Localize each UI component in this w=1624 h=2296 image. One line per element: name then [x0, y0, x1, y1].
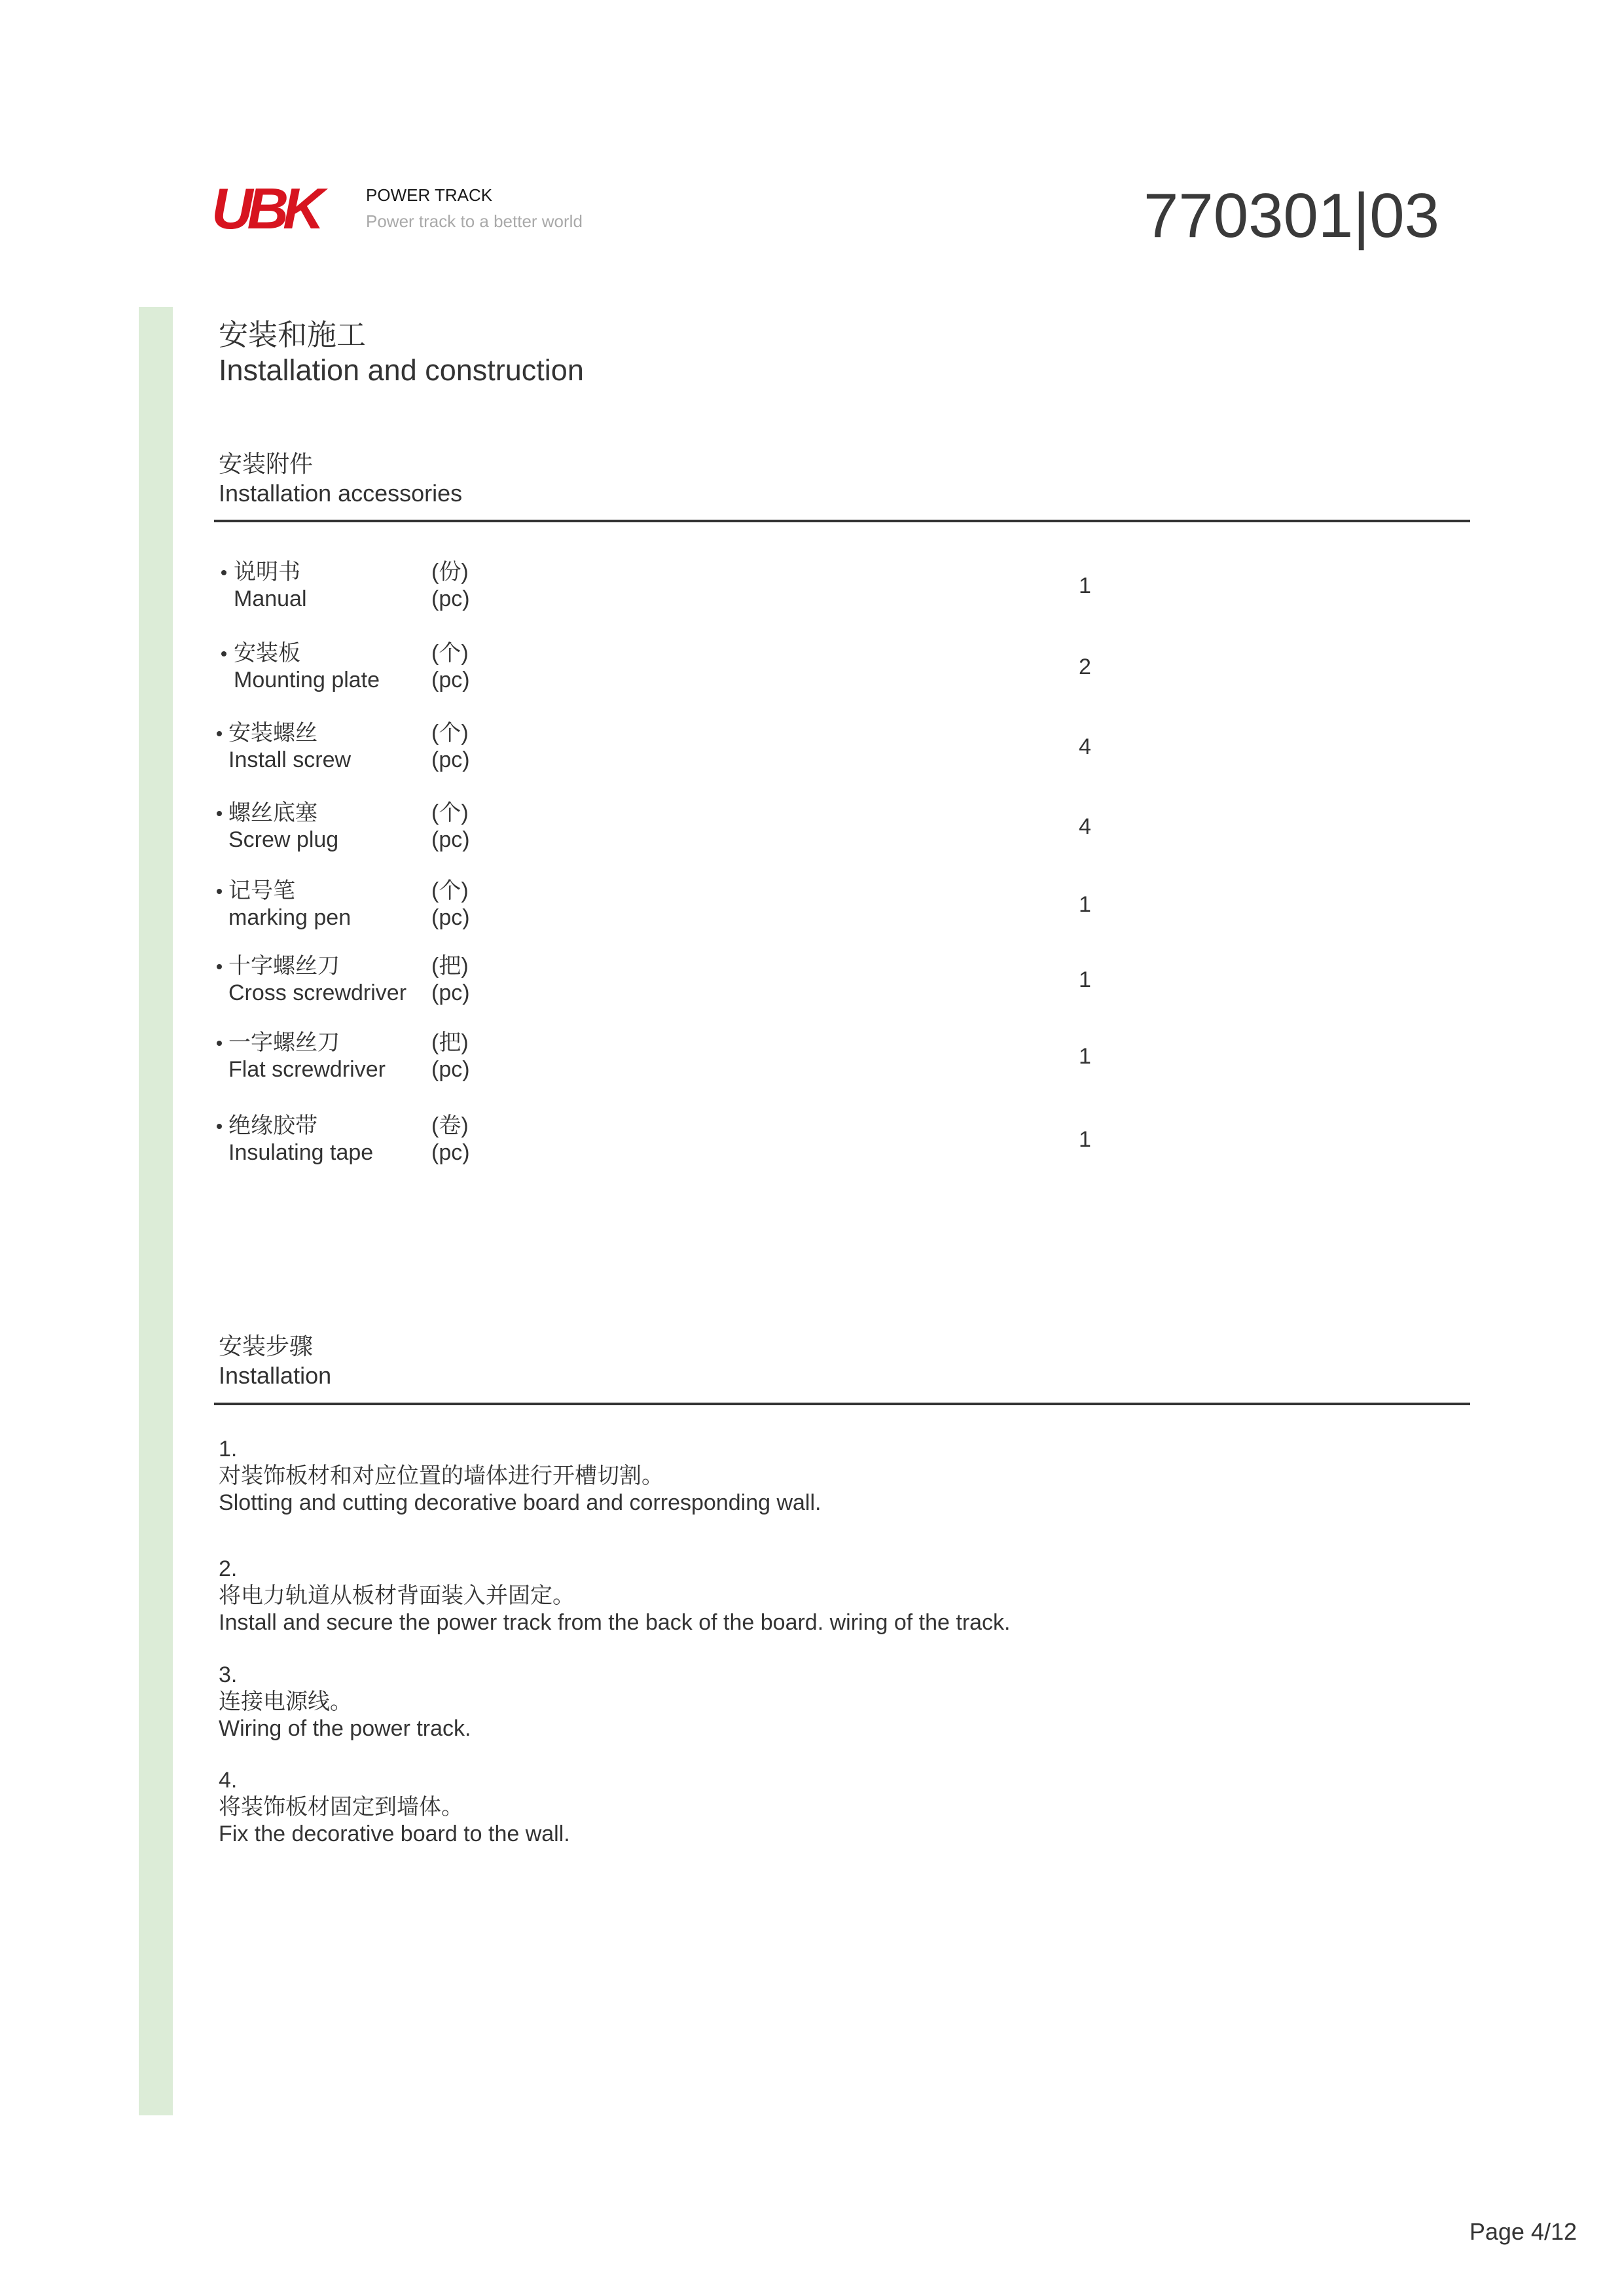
item-unit-cn: (个) [431, 641, 469, 666]
item-name [228, 953, 406, 1007]
item-quantity: 1 [1079, 892, 1091, 917]
item-name-en: Insulating tape [228, 1140, 374, 1165]
item-unit-cn: (份) [431, 560, 469, 584]
bullet-dot [217, 1124, 222, 1129]
step-text-cn: 连接电源线。 [219, 1689, 352, 1714]
item-unit-en: (pc) [431, 1057, 470, 1082]
item-unit-cn: (把) [431, 954, 469, 978]
section-title [219, 317, 584, 388]
item-name-en: Flat screwdriver [228, 1057, 386, 1082]
bullet-dot [221, 570, 226, 575]
item-name-cn: 安装板 [234, 641, 300, 666]
item-quantity: 1 [1079, 1044, 1091, 1069]
item-unit [431, 1113, 470, 1166]
step-text-cn: 将装饰板材固定到墙体。 [219, 1795, 463, 1820]
item-unit-en: (pc) [431, 827, 470, 852]
item-quantity: 1 [1079, 573, 1091, 598]
brand-tagline: Power track to a better world [366, 211, 583, 231]
section-title-cn: 安装和施工 [219, 318, 367, 351]
accessory-item-install-screw [0, 720, 1624, 774]
item-name-cn: 说明书 [234, 560, 300, 584]
accessories-title-cn: 安装附件 [219, 450, 314, 477]
step-text-cn: 对装饰板材和对应位置的墙体进行开槽切割。 [219, 1463, 664, 1488]
accessory-item-flat-screwdriver [0, 1030, 1624, 1083]
item-name [228, 1030, 386, 1083]
item-unit-en: (pc) [431, 747, 470, 772]
bullet-dot [217, 964, 222, 969]
item-name-cn: 安装螺丝 [228, 721, 317, 745]
bullet-dot [217, 731, 222, 736]
item-quantity: 1 [1079, 1127, 1091, 1152]
item-unit-cn: (个) [431, 878, 469, 903]
accessories-divider [214, 520, 1470, 522]
step-text-en: Wiring of the power track. [219, 1716, 471, 1741]
brand-title: POWER TRACK [366, 185, 493, 205]
item-unit [431, 640, 470, 694]
bullet-dot [221, 651, 226, 656]
item-name-en: Manual [234, 586, 307, 611]
installation-title-cn: 安装步骤 [219, 1333, 314, 1359]
item-name-en: Mounting plate [234, 668, 380, 692]
accessories-title-en: Installation accessories [219, 480, 463, 507]
accessory-item-insulating-tape [0, 1113, 1624, 1166]
installation-title-en: Installation [219, 1362, 332, 1389]
item-quantity: 4 [1079, 734, 1091, 759]
item-unit-en: (pc) [431, 668, 470, 692]
installation-step-3 [219, 1662, 471, 1742]
item-unit-cn: (卷) [431, 1113, 469, 1138]
accessory-item-screw-plug [0, 800, 1624, 853]
item-quantity: 2 [1079, 655, 1091, 679]
item-unit-en: (pc) [431, 586, 470, 611]
installation-step-2 [219, 1556, 1011, 1636]
item-unit [431, 720, 470, 774]
accessory-item-mounting-plate [0, 640, 1624, 694]
item-name [228, 800, 338, 853]
item-name [228, 878, 351, 931]
page-number: Page 4/12 [1469, 2218, 1577, 2245]
item-name-cn: 绝缘胶带 [228, 1113, 317, 1138]
accessory-item-cross-screwdriver [0, 953, 1624, 1007]
accessory-item-manual [0, 559, 1624, 613]
item-unit [431, 559, 470, 613]
item-name-cn: 记号笔 [228, 878, 295, 903]
step-text-en: Slotting and cutting decorative board and corresponding wall. [219, 1490, 821, 1515]
bullet-dot [217, 811, 222, 816]
installation-step-4 [219, 1767, 570, 1848]
item-name-cn: 一字螺丝刀 [228, 1030, 340, 1055]
item-quantity: 4 [1079, 814, 1091, 839]
installation-divider [214, 1403, 1470, 1405]
item-name [234, 640, 380, 694]
item-name-en: Cross screwdriver [228, 980, 407, 1005]
item-unit-en: (pc) [431, 980, 470, 1005]
step-text-cn: 将电力轨道从板材背面装入并固定。 [219, 1583, 575, 1608]
item-unit-cn: (个) [431, 721, 469, 745]
section-title-en: Installation and construction [219, 353, 584, 387]
bullet-dot [217, 889, 222, 894]
item-name-en: marking pen [228, 905, 352, 930]
ubk-logo: UBK [211, 176, 319, 241]
item-name-cn: 螺丝底塞 [228, 800, 317, 825]
step-number: 4. [219, 1768, 238, 1793]
item-name-en: Screw plug [228, 827, 339, 852]
item-unit-cn: (把) [431, 1030, 469, 1055]
item-name [234, 559, 307, 613]
item-unit [431, 800, 470, 853]
item-quantity: 1 [1079, 967, 1091, 992]
bullet-dot [217, 1041, 222, 1046]
item-name [228, 1113, 373, 1166]
document-number: 770301|03 [1143, 181, 1439, 251]
accessories-title [219, 449, 462, 508]
step-text-en: Install and secure the power track from the back of the board. wiring of the track. [219, 1610, 1011, 1635]
item-name-cn: 十字螺丝刀 [228, 954, 340, 978]
item-unit [431, 878, 470, 931]
step-text-en: Fix the decorative board to the wall. [219, 1821, 570, 1846]
item-unit-en: (pc) [431, 905, 470, 930]
accessory-item-marking-pen [0, 878, 1624, 931]
step-number: 1. [219, 1437, 238, 1462]
item-name-en: Install screw [228, 747, 352, 772]
item-unit-cn: (个) [431, 800, 469, 825]
step-number: 3. [219, 1662, 238, 1687]
installation-step-1 [219, 1436, 821, 1516]
item-unit [431, 1030, 470, 1083]
step-number: 2. [219, 1556, 238, 1581]
installation-title [219, 1331, 331, 1390]
item-unit [431, 953, 470, 1007]
item-unit-en: (pc) [431, 1140, 470, 1165]
item-name [228, 720, 351, 774]
